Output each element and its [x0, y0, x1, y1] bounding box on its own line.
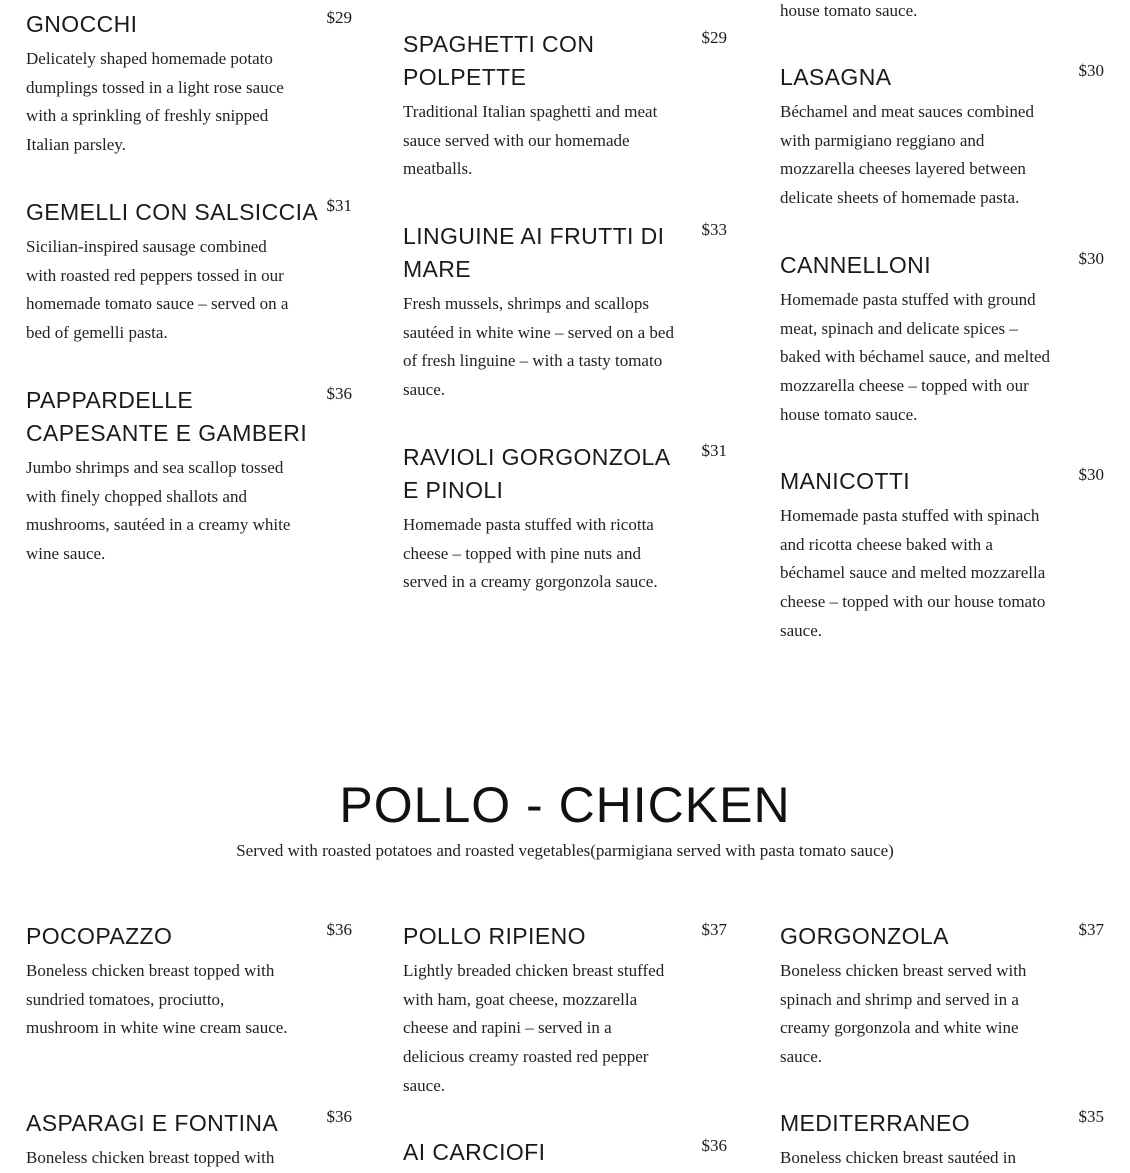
- menu-item-gnocchi: [26, 8, 350, 160]
- menu-item-linguine-ai-frutti-di-mare: [403, 220, 727, 405]
- item-description: Fresh mussels, shrimps and scallops sautéed in white wine – served on a bed of fresh linguine – with a tasty tomato sauce.: [403, 294, 674, 400]
- item-price: $33: [701, 220, 727, 239]
- item-name: CANNELLONI: [780, 252, 931, 278]
- menu-item-ravioli-gorgonzola: [403, 441, 727, 597]
- item-price: $36: [701, 1136, 727, 1155]
- menu-item-gorgonzola: [780, 920, 1104, 1072]
- item-price: $30: [1078, 61, 1104, 80]
- item-description: Boneless chicken breast topped with: [26, 1148, 275, 1167]
- item-price: $36: [326, 384, 352, 403]
- item-name: GEMELLI CON SALSICCIA: [26, 199, 319, 225]
- menu-item-pollo-ripieno: [403, 920, 727, 1101]
- menu-item-mediterraneo: [780, 1107, 1104, 1173]
- item-price: $37: [1078, 920, 1104, 939]
- item-name: MANICOTTI: [780, 468, 911, 494]
- menu-item-manicotti: [780, 465, 1104, 646]
- item-price: $36: [326, 920, 352, 939]
- item-description: Traditional Italian spaghetti and meat sauce served with our homemade meatballs.: [403, 102, 658, 179]
- menu-item-gemelli-con-salsiccia: [26, 196, 350, 348]
- menu-item-asparagi-e-fontina: [26, 1107, 350, 1173]
- item-price: $36: [326, 1107, 352, 1126]
- item-name: MEDITERRANEO: [780, 1110, 971, 1136]
- item-name: POLLO RIPIENO: [403, 923, 586, 949]
- menu-item-spaghetti-con-polpette: [403, 28, 727, 184]
- item-name: LINGUINE AI FRUTTI DI MARE: [403, 223, 665, 282]
- item-name: AI CARCIOFI: [403, 1139, 546, 1165]
- item-description: Lightly breaded chicken breast stuffed with ham, goat cheese, mozzarella cheese and rapini – served in a delicious creamy roasted red pepper sauce.: [403, 961, 665, 1095]
- item-description: Jumbo shrimps and sea scallop tossed with finely chopped shallots and mushrooms, sautéed in a creamy white wine sauce.: [26, 458, 291, 564]
- item-description: Homemade pasta stuffed with ground meat, spinach and delicate spices –baked with béchamel sauce, and melted mozzarella cheese – topped with our house tomato sauce.: [780, 290, 1050, 424]
- item-name: GNOCCHI: [26, 11, 138, 37]
- item-description: Béchamel and meat sauces combined with parmigiano reggiano and mozzarella cheeses layered between delicate sheets of homemade pasta.: [780, 102, 1034, 208]
- item-price: $29: [701, 28, 727, 47]
- item-name: POCOPAZZO: [26, 923, 173, 949]
- item-price: $30: [1078, 249, 1104, 268]
- item-price: $29: [326, 8, 352, 27]
- item-price: $35: [1078, 1107, 1104, 1126]
- menu-item-ai-carciofi: [403, 1136, 727, 1169]
- menu-item-cannelloni: [780, 249, 1104, 430]
- item-description: Boneless chicken breast topped with sundried tomatoes, prociutto, mushroom in white wine cream sauce.: [26, 961, 288, 1038]
- item-description: Sicilian-inspired sausage combined with roasted red peppers tossed in our homemade tomato sauce – served on a bed of gemelli pasta.: [26, 237, 289, 343]
- item-price: $31: [701, 441, 727, 460]
- item-name: RAVIOLI GORGONZOLA E PINOLI: [403, 444, 670, 503]
- item-description: Boneless chicken breast sautéed in: [780, 1148, 1017, 1167]
- menu-item-fragment: [780, 0, 1104, 26]
- item-price: $31: [326, 196, 352, 215]
- item-name: SPAGHETTI CON POLPETTE: [403, 31, 595, 90]
- item-name: PAPPARDELLE CAPESANTE E GAMBERI: [26, 387, 308, 446]
- item-description: Homemade pasta stuffed with spinach and ricotta cheese baked with a béchamel sauce and melted mozzarella cheese – topped with our house tomato sauce.: [780, 506, 1046, 640]
- section-title: POLLO - CHICKEN: [339, 777, 791, 833]
- item-price: $30: [1078, 465, 1104, 484]
- item-description: Delicately shaped homemade potato dumplings tossed in a light rose sauce with a sprinkling of freshly snipped Italian parsley.: [26, 49, 284, 155]
- item-price: $37: [701, 920, 727, 939]
- item-name: ASPARAGI E FONTINA: [26, 1110, 279, 1136]
- item-name: LASAGNA: [780, 64, 892, 90]
- item-name: GORGONZOLA: [780, 923, 949, 949]
- menu-item-pocopazzo: [26, 920, 350, 1043]
- menu-item-pappardelle: [26, 384, 350, 569]
- item-description: Boneless chicken breast served with spinach and shrimp and served in a creamy gorgonzola and white wine sauce.: [780, 961, 1027, 1067]
- item-description-fragment: house tomato sauce.: [780, 1, 918, 20]
- section-subtitle: Served with roasted potatoes and roasted vegetables(parmigiana served with pasta tomato sauce): [236, 841, 894, 860]
- menu-item-lasagna: [780, 61, 1104, 213]
- item-description: Homemade pasta stuffed with ricotta cheese – topped with pine nuts and served in a creamy gorgonzola sauce.: [403, 515, 658, 592]
